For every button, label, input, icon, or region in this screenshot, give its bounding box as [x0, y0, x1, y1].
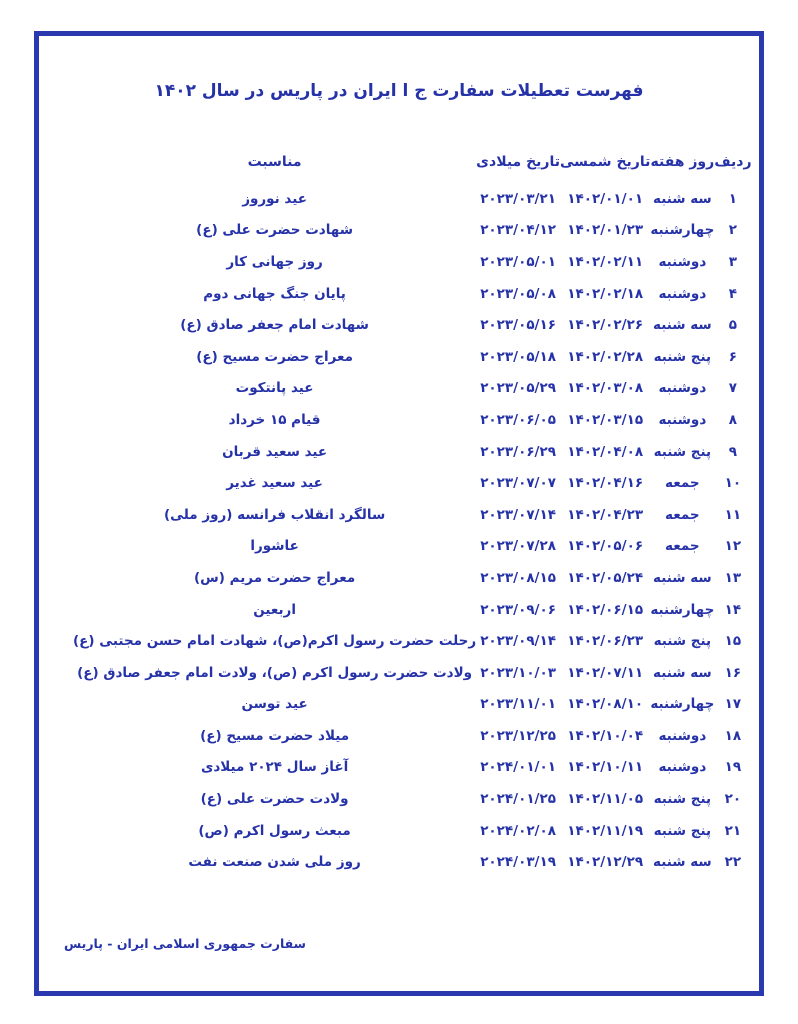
row-number: ۱۴	[724, 601, 742, 618]
table-row	[73, 341, 752, 373]
row-number: ۵	[728, 317, 738, 334]
gregorian-date-cell: ۲۰۲۴/۰۱/۲۵	[480, 791, 556, 808]
table-header-row	[73, 141, 752, 183]
occasion-cell: معراج حضرت مریم (س)	[193, 569, 356, 586]
table-row	[73, 183, 752, 215]
row-number: ۱۲	[724, 538, 742, 555]
shamsi-date-cell: ۱۴۰۲/۰۳/۰۸	[567, 380, 644, 397]
occasion-cell: روز ملی شدن صنعت نفت	[188, 854, 361, 871]
gregorian-date-cell: ۲۰۲۳/۰۷/۲۸	[480, 538, 556, 555]
table-row	[73, 309, 752, 341]
weekday-cell: پنج شنبه	[653, 822, 712, 839]
occasion-cell: قیام ۱۵ خرداد	[228, 411, 321, 428]
row-number: ۱۵	[724, 633, 742, 650]
occasion-cell: آغاز سال ۲۰۲۴ میلادی	[200, 759, 349, 776]
table-row	[73, 720, 752, 752]
row-number: ۳	[728, 253, 738, 270]
occasion-cell: عاشورا	[250, 538, 299, 555]
row-number: ۱۱	[724, 506, 742, 523]
gregorian-date-cell: ۲۰۲۴/۰۱/۰۱	[480, 759, 556, 776]
weekday-cell: دوشنبه	[658, 411, 707, 428]
shamsi-date-cell: ۱۴۰۲/۰۴/۰۸	[567, 443, 644, 460]
occasion-cell: عید پانتکوت	[235, 380, 314, 397]
table-row	[73, 278, 752, 310]
weekday-cell: پنج شنبه	[653, 348, 712, 365]
shamsi-date-cell: ۱۴۰۲/۰۸/۱۰	[567, 696, 644, 713]
table-row	[73, 467, 752, 499]
table-row	[73, 846, 752, 878]
shamsi-date-cell: ۱۴۰۲/۰۴/۱۶	[567, 475, 644, 492]
occasion-cell: عید نوروز	[242, 190, 307, 207]
weekday-cell: دوشنبه	[658, 253, 707, 270]
table-row	[73, 373, 752, 405]
occasion-cell: معراج حضرت مسیح (ع)	[196, 348, 353, 365]
table-row	[73, 657, 752, 689]
gregorian-date-cell: ۲۰۲۳/۰۴/۱۲	[480, 222, 556, 239]
weekday-cell: سه شنبه	[653, 317, 712, 334]
shamsi-date-cell: ۱۴۰۲/۱۱/۰۵	[567, 791, 644, 808]
row-number: ۱۰	[724, 475, 742, 492]
row-number: ۲۱	[724, 822, 742, 839]
holiday-table	[73, 141, 752, 878]
weekday-cell: سه شنبه	[653, 854, 712, 871]
shamsi-date-cell: ۱۴۰۲/۰۲/۱۸	[567, 285, 644, 302]
row-number: ۸	[728, 411, 738, 428]
shamsi-date-cell: ۱۴۰۲/۰۲/۲۶	[567, 317, 644, 334]
gregorian-date-cell: ۲۰۲۳/۱۱/۰۱	[480, 696, 556, 713]
gregorian-date-cell: ۲۰۲۴/۰۲/۰۸	[480, 822, 556, 839]
table-row	[73, 562, 752, 594]
header-occasion: مناسبت	[247, 154, 302, 170]
occasion-cell: عید توسن	[241, 696, 308, 713]
weekday-cell: سه شنبه	[653, 664, 712, 681]
weekday-cell: سه شنبه	[653, 190, 712, 207]
weekday-cell: جمعه	[665, 538, 700, 555]
header-row-number: ردیف	[714, 154, 752, 170]
gregorian-date-cell: ۲۰۲۳/۰۸/۱۵	[480, 569, 556, 586]
shamsi-date-cell: ۱۴۰۲/۱۱/۱۹	[567, 822, 644, 839]
header-gregorian-date: تاریخ میلادی	[476, 154, 560, 170]
weekday-cell: پنج شنبه	[653, 633, 712, 650]
row-number: ۷	[728, 380, 738, 397]
gregorian-date-cell: ۲۰۲۳/۰۵/۱۶	[480, 317, 556, 334]
gregorian-date-cell: ۲۰۲۳/۰۷/۱۴	[480, 506, 556, 523]
gregorian-date-cell: ۲۰۲۳/۰۹/۱۴	[480, 633, 556, 650]
gregorian-date-cell: ۲۰۲۳/۱۲/۲۵	[480, 727, 556, 744]
gregorian-date-cell: ۲۰۲۴/۰۳/۱۹	[480, 854, 556, 871]
occasion-cell: ولادت حضرت علی (ع)	[200, 791, 349, 808]
row-number: ۲۰	[724, 791, 742, 808]
weekday-cell: چهارشنبه	[650, 601, 715, 618]
shamsi-date-cell: ۱۴۰۲/۰۵/۰۶	[567, 538, 644, 555]
table-row	[73, 594, 752, 626]
gregorian-date-cell: ۲۰۲۳/۰۶/۰۵	[480, 411, 556, 428]
shamsi-date-cell: ۱۴۰۲/۰۶/۲۳	[567, 633, 644, 650]
gregorian-date-cell: ۲۰۲۳/۰۵/۰۱	[480, 253, 556, 270]
shamsi-date-cell: ۱۴۰۲/۰۲/۱۱	[567, 253, 644, 270]
shamsi-date-cell: ۱۴۰۲/۰۳/۱۵	[567, 411, 644, 428]
occasion-cell: شهادت حضرت علی (ع)	[196, 222, 353, 239]
row-number: ۱۷	[724, 696, 742, 713]
embassy-signature: سفارت جمهوری اسلامی ایران - پاریس	[64, 936, 306, 951]
row-number: ۲	[728, 222, 738, 239]
gregorian-date-cell: ۲۰۲۳/۱۰/۰۳	[480, 664, 556, 681]
table-row	[73, 689, 752, 721]
row-number: ۱	[728, 190, 738, 207]
row-number: ۹	[728, 443, 738, 460]
table-row	[73, 215, 752, 247]
shamsi-date-cell: ۱۴۰۲/۰۱/۲۳	[567, 222, 644, 239]
row-number: ۱۶	[724, 664, 742, 681]
shamsi-date-cell: ۱۴۰۲/۰۶/۱۵	[567, 601, 644, 618]
table-row	[73, 783, 752, 815]
occasion-cell: شهادت امام جعفر صادق (ع)	[180, 317, 369, 334]
weekday-cell: دوشنبه	[658, 380, 707, 397]
shamsi-date-cell: ۱۴۰۲/۰۱/۰۱	[567, 190, 644, 207]
row-number: ۱۳	[724, 569, 742, 586]
table-row	[73, 531, 752, 563]
shamsi-date-cell: ۱۴۰۲/۰۲/۲۸	[567, 348, 644, 365]
gregorian-date-cell: ۲۰۲۳/۰۵/۰۸	[480, 285, 556, 302]
shamsi-date-cell: ۱۴۰۲/۱۲/۲۹	[567, 854, 644, 871]
shamsi-date-cell: ۱۴۰۲/۰۵/۲۴	[567, 569, 644, 586]
weekday-cell: جمعه	[665, 475, 700, 492]
occasion-cell: پایان جنگ جهانی دوم	[203, 285, 346, 302]
occasion-cell: مبعث رسول اکرم (ص)	[198, 822, 351, 839]
table-row	[73, 625, 752, 657]
weekday-cell: پنج شنبه	[653, 443, 712, 460]
weekday-cell: دوشنبه	[658, 285, 707, 302]
occasion-cell: اربعین	[253, 601, 296, 618]
shamsi-date-cell: ۱۴۰۲/۱۰/۰۴	[567, 727, 644, 744]
table-row	[73, 499, 752, 531]
shamsi-date-cell: ۱۴۰۲/۱۰/۱۱	[567, 759, 644, 776]
occasion-cell: روز جهانی کار	[226, 253, 323, 270]
gregorian-date-cell: ۲۰۲۳/۰۳/۲۱	[480, 190, 556, 207]
gregorian-date-cell: ۲۰۲۳/۰۵/۲۹	[480, 380, 556, 397]
shamsi-date-cell: ۱۴۰۲/۰۷/۱۱	[567, 664, 644, 681]
table-row	[73, 436, 752, 468]
table-body	[73, 183, 752, 878]
weekday-cell: جمعه	[665, 506, 700, 523]
row-number: ۶	[728, 348, 738, 365]
row-number: ۴	[728, 285, 738, 302]
gregorian-date-cell: ۲۰۲۳/۰۵/۱۸	[480, 348, 556, 365]
weekday-cell: پنج شنبه	[653, 791, 712, 808]
table-row	[73, 752, 752, 784]
row-number: ۲۲	[724, 854, 742, 871]
row-number: ۱۸	[724, 727, 742, 744]
weekday-cell: سه شنبه	[653, 569, 712, 586]
weekday-cell: دوشنبه	[658, 759, 707, 776]
occasion-cell: رحلت حضرت رسول اکرم(ص)، شهادت امام حسن مجتبی (ع)	[73, 633, 477, 650]
gregorian-date-cell: ۲۰۲۳/۰۷/۰۷	[480, 475, 556, 492]
occasion-cell: ولادت حضرت رسول اکرم (ص)، ولادت امام جعفر صادق (ع)	[77, 664, 473, 681]
table-row	[73, 404, 752, 436]
occasion-cell: عید سعید قربان	[222, 443, 328, 460]
weekday-cell: چهارشنبه	[650, 222, 715, 239]
occasion-cell: سالگرد انقلاب فرانسه (روز ملی)	[163, 506, 386, 523]
occasion-cell: عید سعید غدیر	[226, 475, 323, 492]
header-shamsi-date: تاریخ شمسی	[560, 154, 651, 170]
table-row	[73, 246, 752, 278]
row-number: ۱۹	[724, 759, 742, 776]
gregorian-date-cell: ۲۰۲۳/۰۶/۲۹	[480, 443, 556, 460]
table-row	[73, 815, 752, 847]
weekday-cell: دوشنبه	[658, 727, 707, 744]
weekday-cell: چهارشنبه	[650, 696, 715, 713]
document-frame	[34, 31, 764, 996]
shamsi-date-cell: ۱۴۰۲/۰۴/۲۳	[567, 506, 644, 523]
header-weekday: روز هفته	[650, 154, 715, 170]
occasion-cell: میلاد حضرت مسیح (ع)	[200, 727, 350, 744]
page-title: فهرست تعطیلات سفارت ج ا ایران در پاریس در سال ۱۴۰۲	[154, 81, 644, 101]
gregorian-date-cell: ۲۰۲۳/۰۹/۰۶	[480, 601, 556, 618]
